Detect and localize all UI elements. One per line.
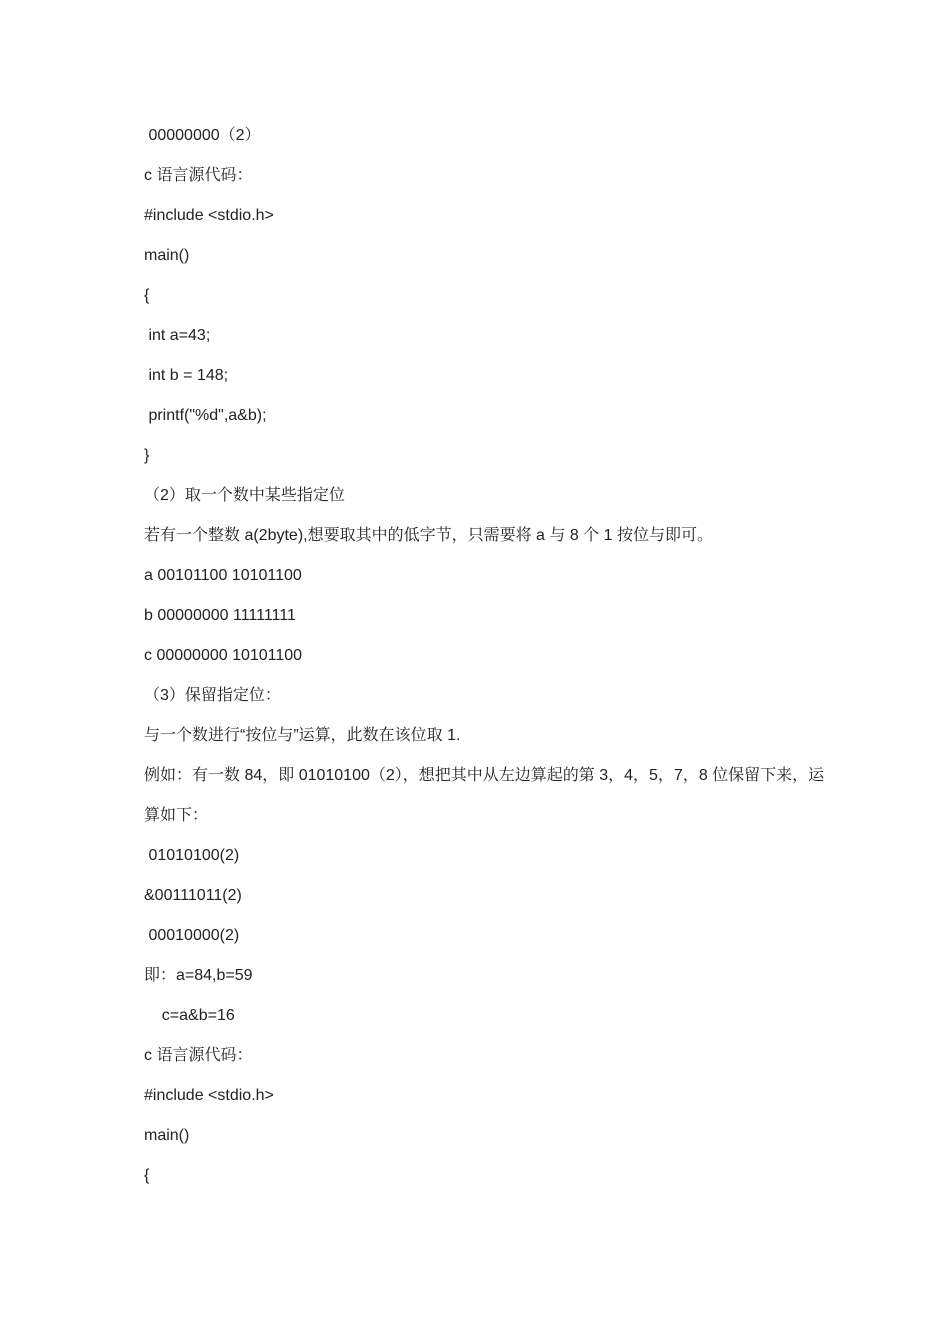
code-main-line: main() — [144, 247, 190, 264]
values-ab-line: 即：a=84,b=59 — [144, 967, 253, 984]
code-open-brace: { — [144, 287, 150, 304]
code-open-brace-2: { — [144, 1167, 150, 1184]
source-code-heading: c 语言源代码： — [144, 167, 253, 184]
document-body — [144, 124, 824, 1204]
code-include-line: #include <stdio.h> — [144, 207, 274, 224]
binary-result-line: 00000000（2） — [144, 127, 261, 144]
section-2-description: 若有一个整数 a(2byte),想要取其中的低字节，只需要将 a 与 8 个 1 按位与即可。 — [144, 527, 713, 544]
code-int-a-line: int a=43; — [144, 327, 211, 344]
binary-c-line: c 00000000 10101100 — [144, 647, 303, 664]
code-main-line-2: main() — [144, 1127, 190, 1144]
code-include-line-2: #include <stdio.h> — [144, 1087, 274, 1104]
section-heading-3: （3）保留指定位： — [144, 687, 281, 704]
values-c-line: c=a&b=16 — [144, 1007, 235, 1024]
example-paragraph-line-2: 算如下： — [144, 807, 209, 824]
example-paragraph-line-1: 例如：有一数 84，即 01010100（2），想把其中从左边算起的第 3，4，5，7，8 位保留下来，运 — [144, 767, 825, 784]
calc-operand-a: 01010100(2) — [144, 847, 240, 864]
section-3-description: 与一个数进行“按位与”运算，此数在该位取 1. — [144, 727, 461, 744]
code-int-b-line: int b = 148; — [144, 367, 229, 384]
binary-a-line: a 00101100 10101100 — [144, 567, 302, 584]
code-printf-line: printf("%d",a&b); — [144, 407, 267, 424]
code-close-brace: } — [144, 447, 150, 464]
calc-result: 00010000(2) — [144, 927, 240, 944]
calc-operand-b: &00111011(2) — [144, 887, 242, 904]
source-code-heading-2: c 语言源代码： — [144, 1047, 253, 1064]
section-heading-2: （2）取一个数中某些指定位 — [144, 487, 345, 504]
binary-b-line: b 00000000 11111111 — [144, 607, 296, 624]
